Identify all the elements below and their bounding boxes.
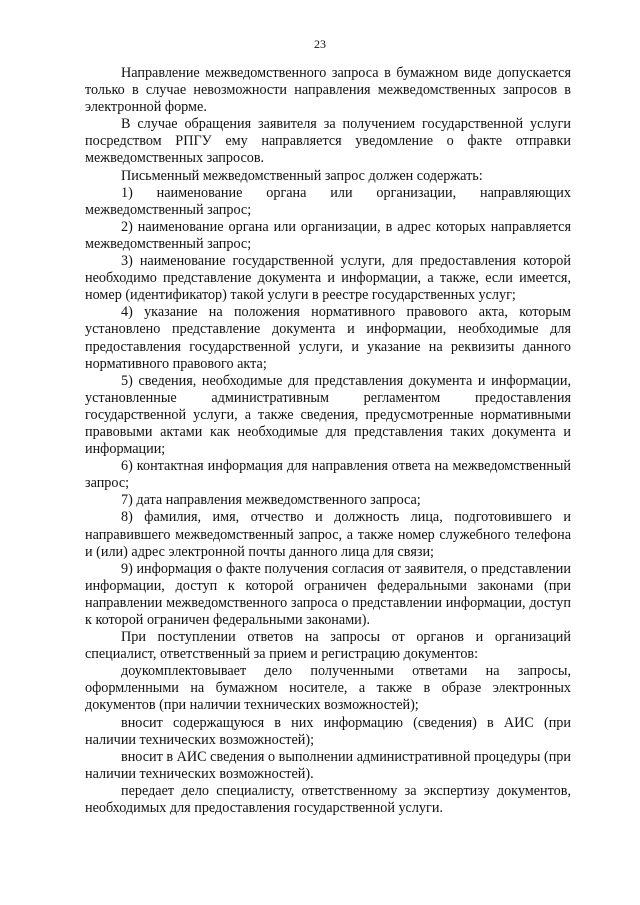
list-item-5: 5) сведения, необходимые для представления документа и информации, установленные административным регламентом предоставления государственной услуги, а также сведения, предусмотренные нормативными правовыми актами как необходимые для представления таких документа и информации; (85, 372, 571, 458)
action-item-transfer-file: передает дело специалисту, ответственному за экспертизу документов, необходимых для предоставления государственной услуги. (85, 782, 571, 817)
paragraph-paper-request: Направление межведомственного запроса в бумажном виде допускается только в случае невозможности направления межведомственных запросов в электронной форме. (85, 65, 571, 116)
paragraph-request-contents-intro: Письменный межведомственный запрос должен содержать: (121, 167, 483, 184)
list-item-1: 1) наименование органа или организации, направляющих межведомственный запрос; (85, 184, 571, 218)
paragraph-rpgu-notification: В случае обращения заявителя за получением государственной услуги посредством РПГУ ему направляется уведомление о факте отправки межведомственных запросов. (85, 116, 571, 167)
document-body (85, 65, 571, 817)
list-item-6: 6) контактная информация для направления ответа на межведомственный запрос; (85, 458, 571, 492)
list-item-8: 8) фамилия, имя, отчество и должность лица, подготовившего и направившего межведомственный запрос, а также номер служебного телефона и (или) адрес электронной почты данного лица для связи; (85, 509, 571, 560)
action-item-enter-procedure: вносит в АИС сведения о выполнении административной процедуры (при наличии технических возможностей). (85, 748, 571, 782)
list-item-3: 3) наименование государственной услуги, для предоставления которой необходимо представление документа и информации, а также, если имеется, номер (идентификатор) такой услуги в реестре государственных услуг; (85, 253, 571, 304)
action-item-complete-file: доукомплектовывает дело полученными ответами на запросы, оформленными на бумажном носителе, а также в образе электронных документов (при наличии технических возможностей); (85, 663, 571, 714)
list-item-7: 7) дата направления межведомственного запроса; (121, 492, 421, 509)
list-item-9: 9) информация о факте получения согласия от заявителя, о представлении информации, доступ к которой ограничен федеральными законами (при направлении межведомственного запроса о представлении информации, доступ к которой ограничен федеральными законами). (85, 560, 571, 628)
list-item-4: 4) указание на положения нормативного правового акта, которым установлено представление документа и информации, необходимые для предоставления государственной услуги, и указание на реквизиты данного нормативного правового акта; (85, 304, 571, 372)
list-item-2: 2) наименование органа или организации, в адрес которых направляется межведомственный запрос; (85, 218, 571, 252)
page-number: 23 (314, 37, 326, 51)
action-item-enter-info: вносит содержащуюся в них информацию (сведения) в АИС (при наличии технических возможностей); (85, 714, 571, 748)
paragraph-responses-intro: При поступлении ответов на запросы от органов и организаций специалист, ответственный за прием и регистрацию документов: (85, 629, 571, 663)
